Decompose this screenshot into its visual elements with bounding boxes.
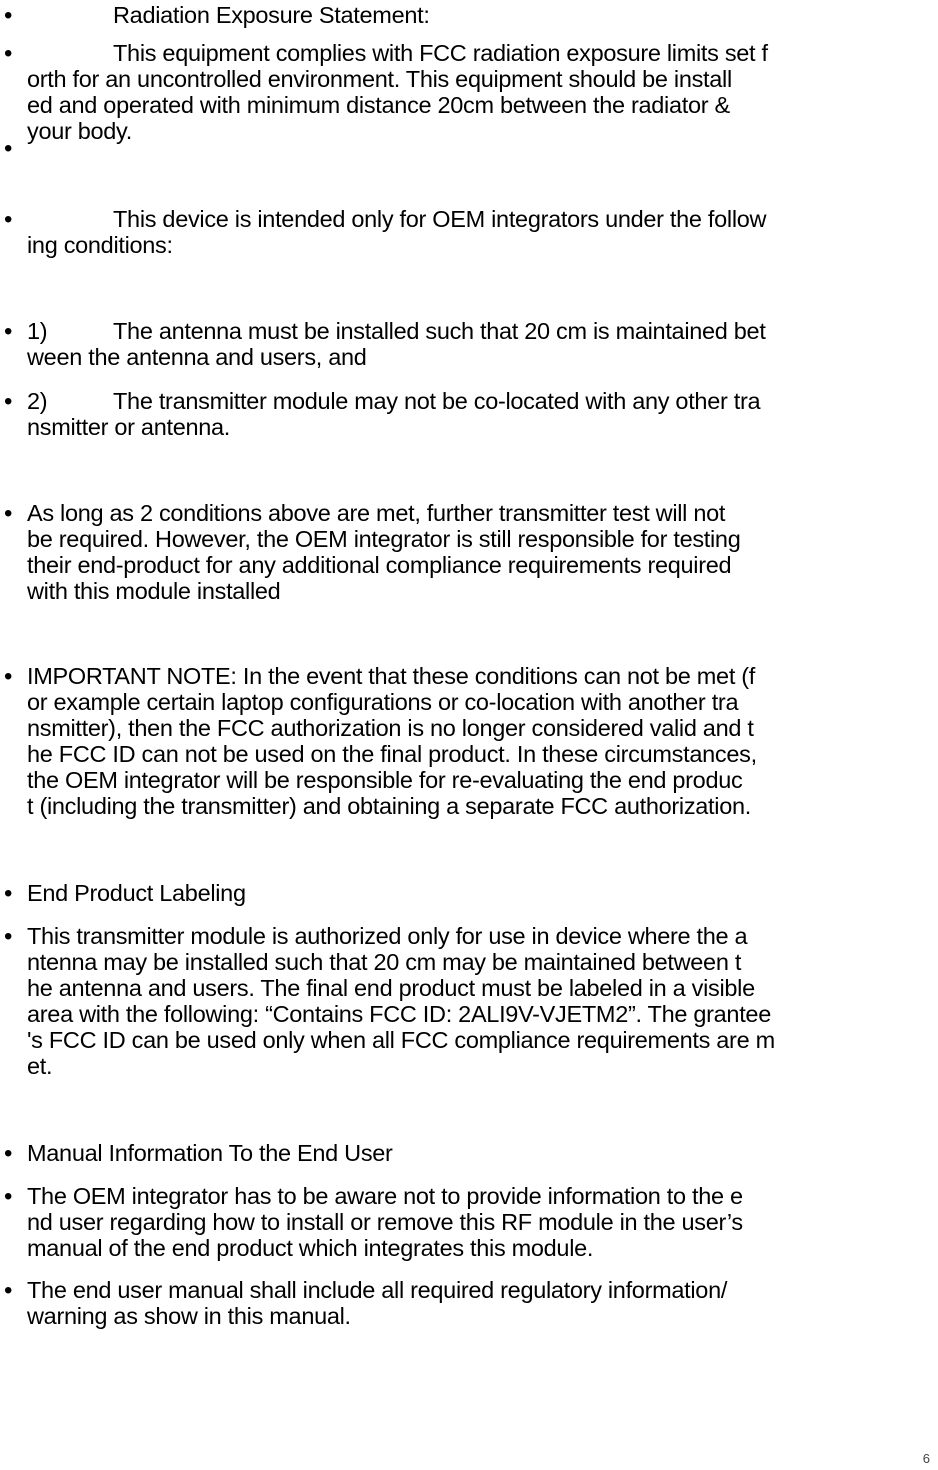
item-text: 1) The antenna must be installed such that 20 cm is maintained bet ween the antenna and users, and: [27, 318, 766, 370]
item-text: 2) The transmitter module may not be co-located with any other tra nsmitter or antenna.: [27, 388, 761, 440]
bullet-icon: •: [4, 500, 13, 527]
item-text: This device is intended only for OEM integrators under the follow ing conditions:: [27, 206, 767, 258]
bullet-icon: •: [4, 388, 13, 415]
item-text: Radiation Exposure Statement:: [113, 2, 430, 28]
bullet-icon: •: [4, 318, 13, 345]
item-text: This equipment complies with FCC radiation exposure limits set f orth for an uncontrolled environment. This equipment should be install ed and operated with minimum distance 20cm between the radiator & your body.: [27, 40, 768, 144]
bullet-icon: •: [4, 880, 13, 907]
item-text: The OEM integrator has to be aware not to provide information to the e nd user regarding how to install or remove this RF module in the user’s manual of the end product which integrates this module.: [27, 1183, 743, 1261]
item-text: IMPORTANT NOTE: In the event that these conditions can not be met (f or example certain laptop configurations or co-location with another tra nsmitter), then the FCC authorization is no longer considered valid and t he FCC ID can not be used on the final product. In these circumstances, the OEM integrator will be responsible for re-evaluating the end produc t (including the transmitter) and obtaining a separate FCC authorization.: [27, 663, 757, 819]
bullet-icon: •: [4, 663, 13, 690]
item-text: End Product Labeling: [27, 880, 246, 906]
bullet-icon: •: [4, 1277, 13, 1304]
item-text: Manual Information To the End User: [27, 1140, 393, 1166]
bullet-icon: •: [4, 2, 13, 29]
bullet-icon: •: [4, 206, 13, 233]
bullet-icon: •: [4, 1183, 13, 1210]
page-number: 6: [922, 1451, 930, 1466]
bullet-icon: •: [4, 923, 13, 950]
item-text: The end user manual shall include all required regulatory information/ warning as show in this manual.: [27, 1277, 728, 1329]
bullet-icon: •: [4, 1140, 13, 1167]
item-text: As long as 2 conditions above are met, further transmitter test will not be required. However, the OEM integrator is still responsible for testing their end-product for any additional compliance requirements required with this module installed: [27, 500, 741, 604]
item-text: This transmitter module is authorized only for use in device where the a ntenna may be installed such that 20 cm may be maintained between t he antenna and users. The final end product must be labeled in a visible area with the following: “Contains FCC ID: 2ALI9V-VJETM2”. The grantee 's FCC ID can be used only when all FCC compliance requirements are m et.: [27, 923, 775, 1079]
bullet-icon: •: [4, 40, 13, 67]
bullet-icon: •: [4, 135, 13, 162]
